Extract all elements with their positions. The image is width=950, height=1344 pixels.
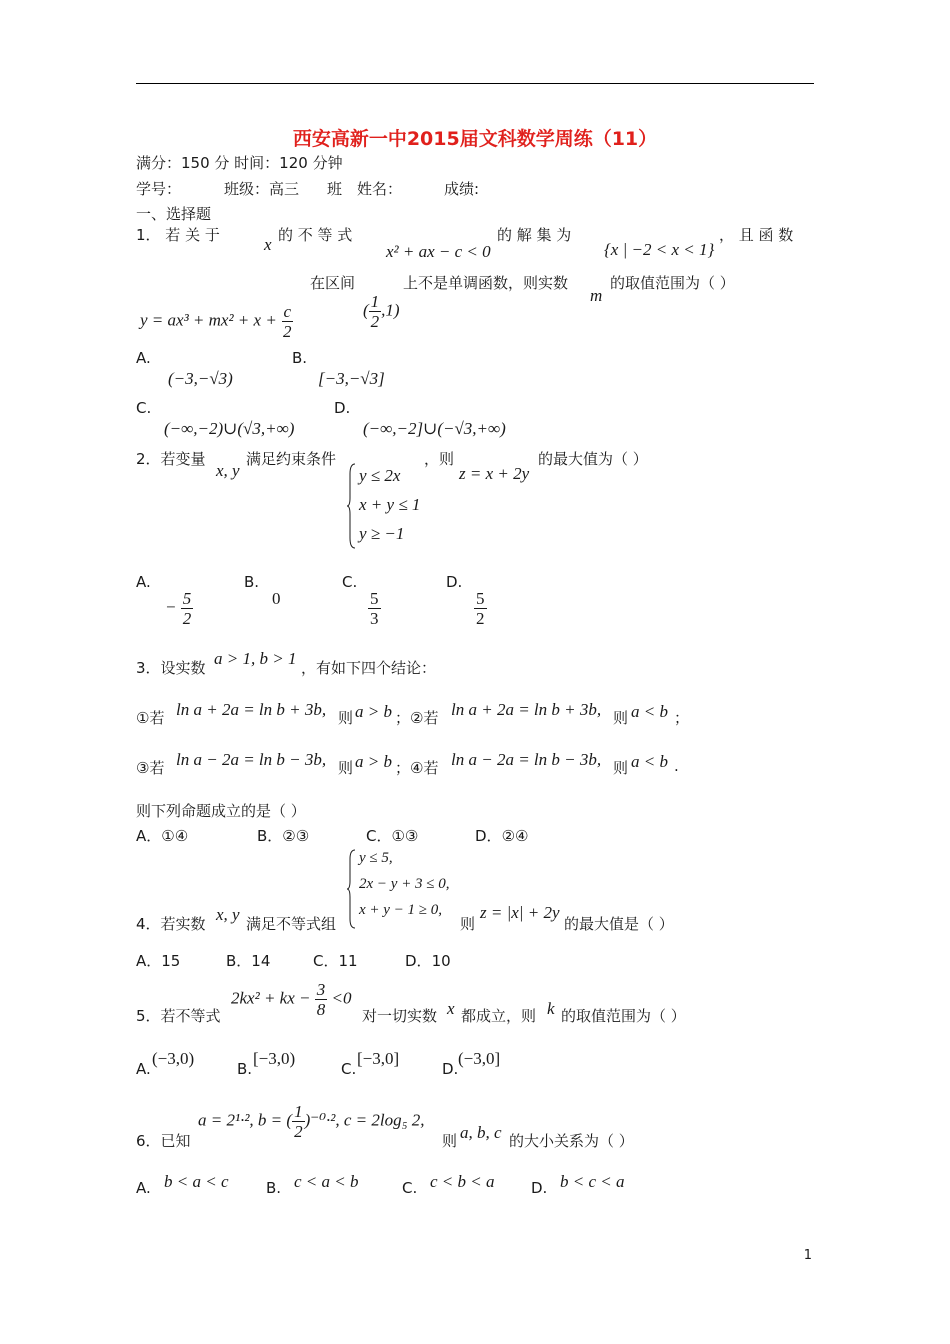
page-title: 西安高新一中2015届文科数学周练（11）	[292, 128, 658, 150]
q2-vars: x, y	[216, 461, 240, 480]
q2-option-d-label: D.	[446, 573, 463, 591]
q5-option-c: [−3,0]	[357, 1049, 400, 1068]
q3-s3-equation: ln a − 2a = ln b − 3b,	[176, 750, 327, 769]
q2-text-c: ，则	[424, 450, 455, 468]
q1-solution-set: {x | −2 < x < 1}	[604, 240, 715, 259]
q2-constraint-system	[347, 462, 467, 552]
q3-s3-prefix: ③若	[136, 759, 165, 777]
q4-option-a: A．15	[136, 952, 181, 970]
ban-label: 班	[327, 180, 343, 198]
q1-text-c: 的 解 集 为	[497, 226, 572, 244]
q3-s4-prefix: ；④若	[395, 759, 439, 777]
q6-option-b-label: B.	[266, 1179, 282, 1197]
q3-s1-equation: ln a + 2a = ln b + 3b,	[176, 700, 327, 719]
q6-option-d-label: D.	[531, 1179, 548, 1197]
q3-s2-equation: ln a + 2a = ln b + 3b,	[451, 700, 602, 719]
q5-option-a: (−3,0)	[152, 1049, 195, 1068]
q6-definitions: a = 2¹·², b = ( $\frac{1}{2}$ )⁻⁰·², c = 2log₅ 2,	[198, 1102, 425, 1141]
q4-text-b: 满足不等式组	[246, 915, 337, 933]
score-label: 成绩:	[444, 180, 480, 198]
q1-option-b-label: B.	[292, 349, 308, 367]
exam-info: 满分：150 分 时间：120 分钟	[136, 154, 343, 172]
q3-option-a: A．①④	[136, 827, 189, 845]
q4-vars: x, y	[216, 905, 240, 924]
q1-text-f: 上不是单调函数，则实数	[403, 274, 569, 292]
q2-constraint-2: x + y ≤ 1	[359, 495, 421, 514]
q3-s2-then: 则	[613, 709, 629, 727]
q4-option-d: D．10	[405, 952, 451, 970]
q6-option-a-label: A.	[136, 1179, 151, 1197]
q6-option-c-label: C.	[402, 1179, 418, 1197]
q1-function: y = ax³ + mx² + x + $\frac{c}{2}$	[140, 302, 292, 341]
q2-option-b-label: B.	[244, 573, 260, 591]
q6-text-b: 则	[442, 1132, 458, 1150]
q3-condition: a > 1, b > 1	[214, 649, 297, 668]
q6-option-d: b < c < a	[560, 1172, 625, 1191]
q3-s4-result: a < b	[631, 752, 668, 771]
q6-vars: a, b, c	[460, 1123, 502, 1142]
q3-option-c: C．①③	[366, 827, 419, 845]
q4-brace-icon	[347, 848, 357, 930]
q2-option-a-label: A.	[136, 573, 151, 591]
q5-option-b-label: B.	[237, 1060, 253, 1078]
q6-option-c: c < b < a	[430, 1172, 495, 1191]
q2-constraint-1: y ≤ 2x	[359, 466, 401, 485]
q4-text-a: 4．若实数	[136, 915, 206, 933]
q4-option-c: C．11	[313, 952, 358, 970]
q1-text-d: ， 且 函 数	[719, 226, 794, 244]
q5-text-c: 都成立，则	[461, 1007, 537, 1025]
section-heading: 一、选择题	[136, 205, 212, 223]
q2-brace-icon	[347, 462, 357, 550]
q6-option-b: c < a < b	[294, 1172, 359, 1191]
q3-s2-end: ；	[674, 709, 690, 727]
q5-var-k: k	[547, 999, 555, 1018]
q4-constraint-3: x + y − 1 ≥ 0,	[359, 902, 443, 918]
q6-text-a: 6．已知	[136, 1132, 191, 1150]
q4-target: z = |x| + 2y	[480, 903, 560, 922]
student-id-label: 学号：	[136, 180, 182, 198]
q5-option-d-label: D.	[442, 1060, 459, 1078]
q6-option-a: b < a < c	[164, 1172, 229, 1191]
q1-text-a: 1． 若 关 于	[136, 226, 220, 244]
q5-option-a-label: A.	[136, 1060, 151, 1078]
q1-interval: ( $\frac{1}{2}$ ,1)	[363, 292, 400, 331]
q3-s3-then: 则	[338, 759, 354, 777]
q3-s2-result: a < b	[631, 702, 668, 721]
q2-target: z = x + 2y	[459, 464, 530, 483]
q5-option-d: (−3,0]	[458, 1049, 501, 1068]
q1-option-d-label: D.	[334, 399, 351, 417]
q1-var-x: x	[264, 235, 272, 254]
header-rule	[136, 83, 814, 84]
q1-text-b: 的 不 等 式	[278, 226, 353, 244]
q3-option-d: D．②④	[475, 827, 529, 845]
q5-option-c-label: C.	[341, 1060, 357, 1078]
q1-func-fraction: $\frac{c}{2}$	[283, 302, 292, 341]
q5-var-x: x	[447, 999, 455, 1018]
q1-option-b: [−3,−√3]	[318, 369, 385, 388]
q2-option-c: $\frac{5}{3}$	[370, 589, 379, 628]
q1-option-a: (−3,−√3)	[168, 369, 233, 388]
q2-text-a: 2．若变量	[136, 450, 206, 468]
q5-text-d: 的取值范围为（ ）	[561, 1007, 686, 1025]
page-number: 1	[803, 1248, 812, 1263]
q6-text-c: 的大小关系为（ ）	[509, 1132, 634, 1150]
q2-option-a: − $\frac{5}{2}$	[165, 589, 192, 628]
q3-s4-equation: ln a − 2a = ln b − 3b,	[451, 750, 602, 769]
q4-text-d: 的最大值是（ ）	[564, 915, 674, 933]
q2-constraint-3: y ≥ −1	[359, 524, 405, 543]
q4-text-c: 则	[460, 915, 476, 933]
q3-s1-then: 则	[338, 709, 354, 727]
q5-inequality: 2kx² + kx − $\frac{3}{8}$ <0	[231, 980, 352, 1019]
q3-question: 则下列命题成立的是（ ）	[136, 802, 306, 820]
q2-option-c-label: C.	[342, 573, 358, 591]
name-label: 姓名：	[357, 180, 403, 198]
q2-text-d: 的最大值为（ ）	[538, 450, 648, 468]
q5-text-a: 5．若不等式	[136, 1007, 221, 1025]
q4-constraint-2: 2x − y + 3 ≤ 0,	[359, 876, 450, 892]
q3-s4-then: 则	[613, 759, 629, 777]
q1-option-d: (−∞,−2]∪(−√3,+∞)	[363, 419, 506, 438]
q1-text-g: 的取值范围为（ ）	[610, 274, 735, 292]
q1-text-e: 在区间	[310, 274, 356, 292]
class-label: 班级：高三	[224, 180, 300, 198]
q2-option-b: 0	[272, 589, 281, 608]
q1-option-a-label: A.	[136, 349, 151, 367]
q2-option-d: $\frac{5}{2}$	[476, 589, 485, 628]
q3-s1-result: a > b	[355, 702, 392, 721]
q3-text-b: ，有如下四个结论：	[301, 659, 437, 677]
q3-text-a: 3．设实数	[136, 659, 206, 677]
q5-option-b: [−3,0)	[253, 1049, 296, 1068]
q1-option-c: (−∞,−2)∪(√3,+∞)	[164, 419, 295, 438]
q3-s1-prefix: ①若	[136, 709, 165, 727]
q4-constraint-1: y ≤ 5,	[359, 850, 393, 866]
q4-constraint-system	[347, 848, 467, 932]
q3-s4-end: .	[674, 757, 679, 775]
q3-s3-result: a > b	[355, 752, 392, 771]
q3-option-b: B．②③	[257, 827, 310, 845]
q5-text-b: 对一切实数	[362, 1007, 438, 1025]
q1-inequality: x² + ax − c < 0	[386, 242, 491, 261]
q1-var-m: m	[590, 286, 603, 305]
q4-option-b: B．14	[226, 952, 271, 970]
q2-text-b: 满足约束条件	[246, 450, 337, 468]
q3-s2-prefix: ；②若	[395, 709, 439, 727]
q1-option-c-label: C.	[136, 399, 152, 417]
